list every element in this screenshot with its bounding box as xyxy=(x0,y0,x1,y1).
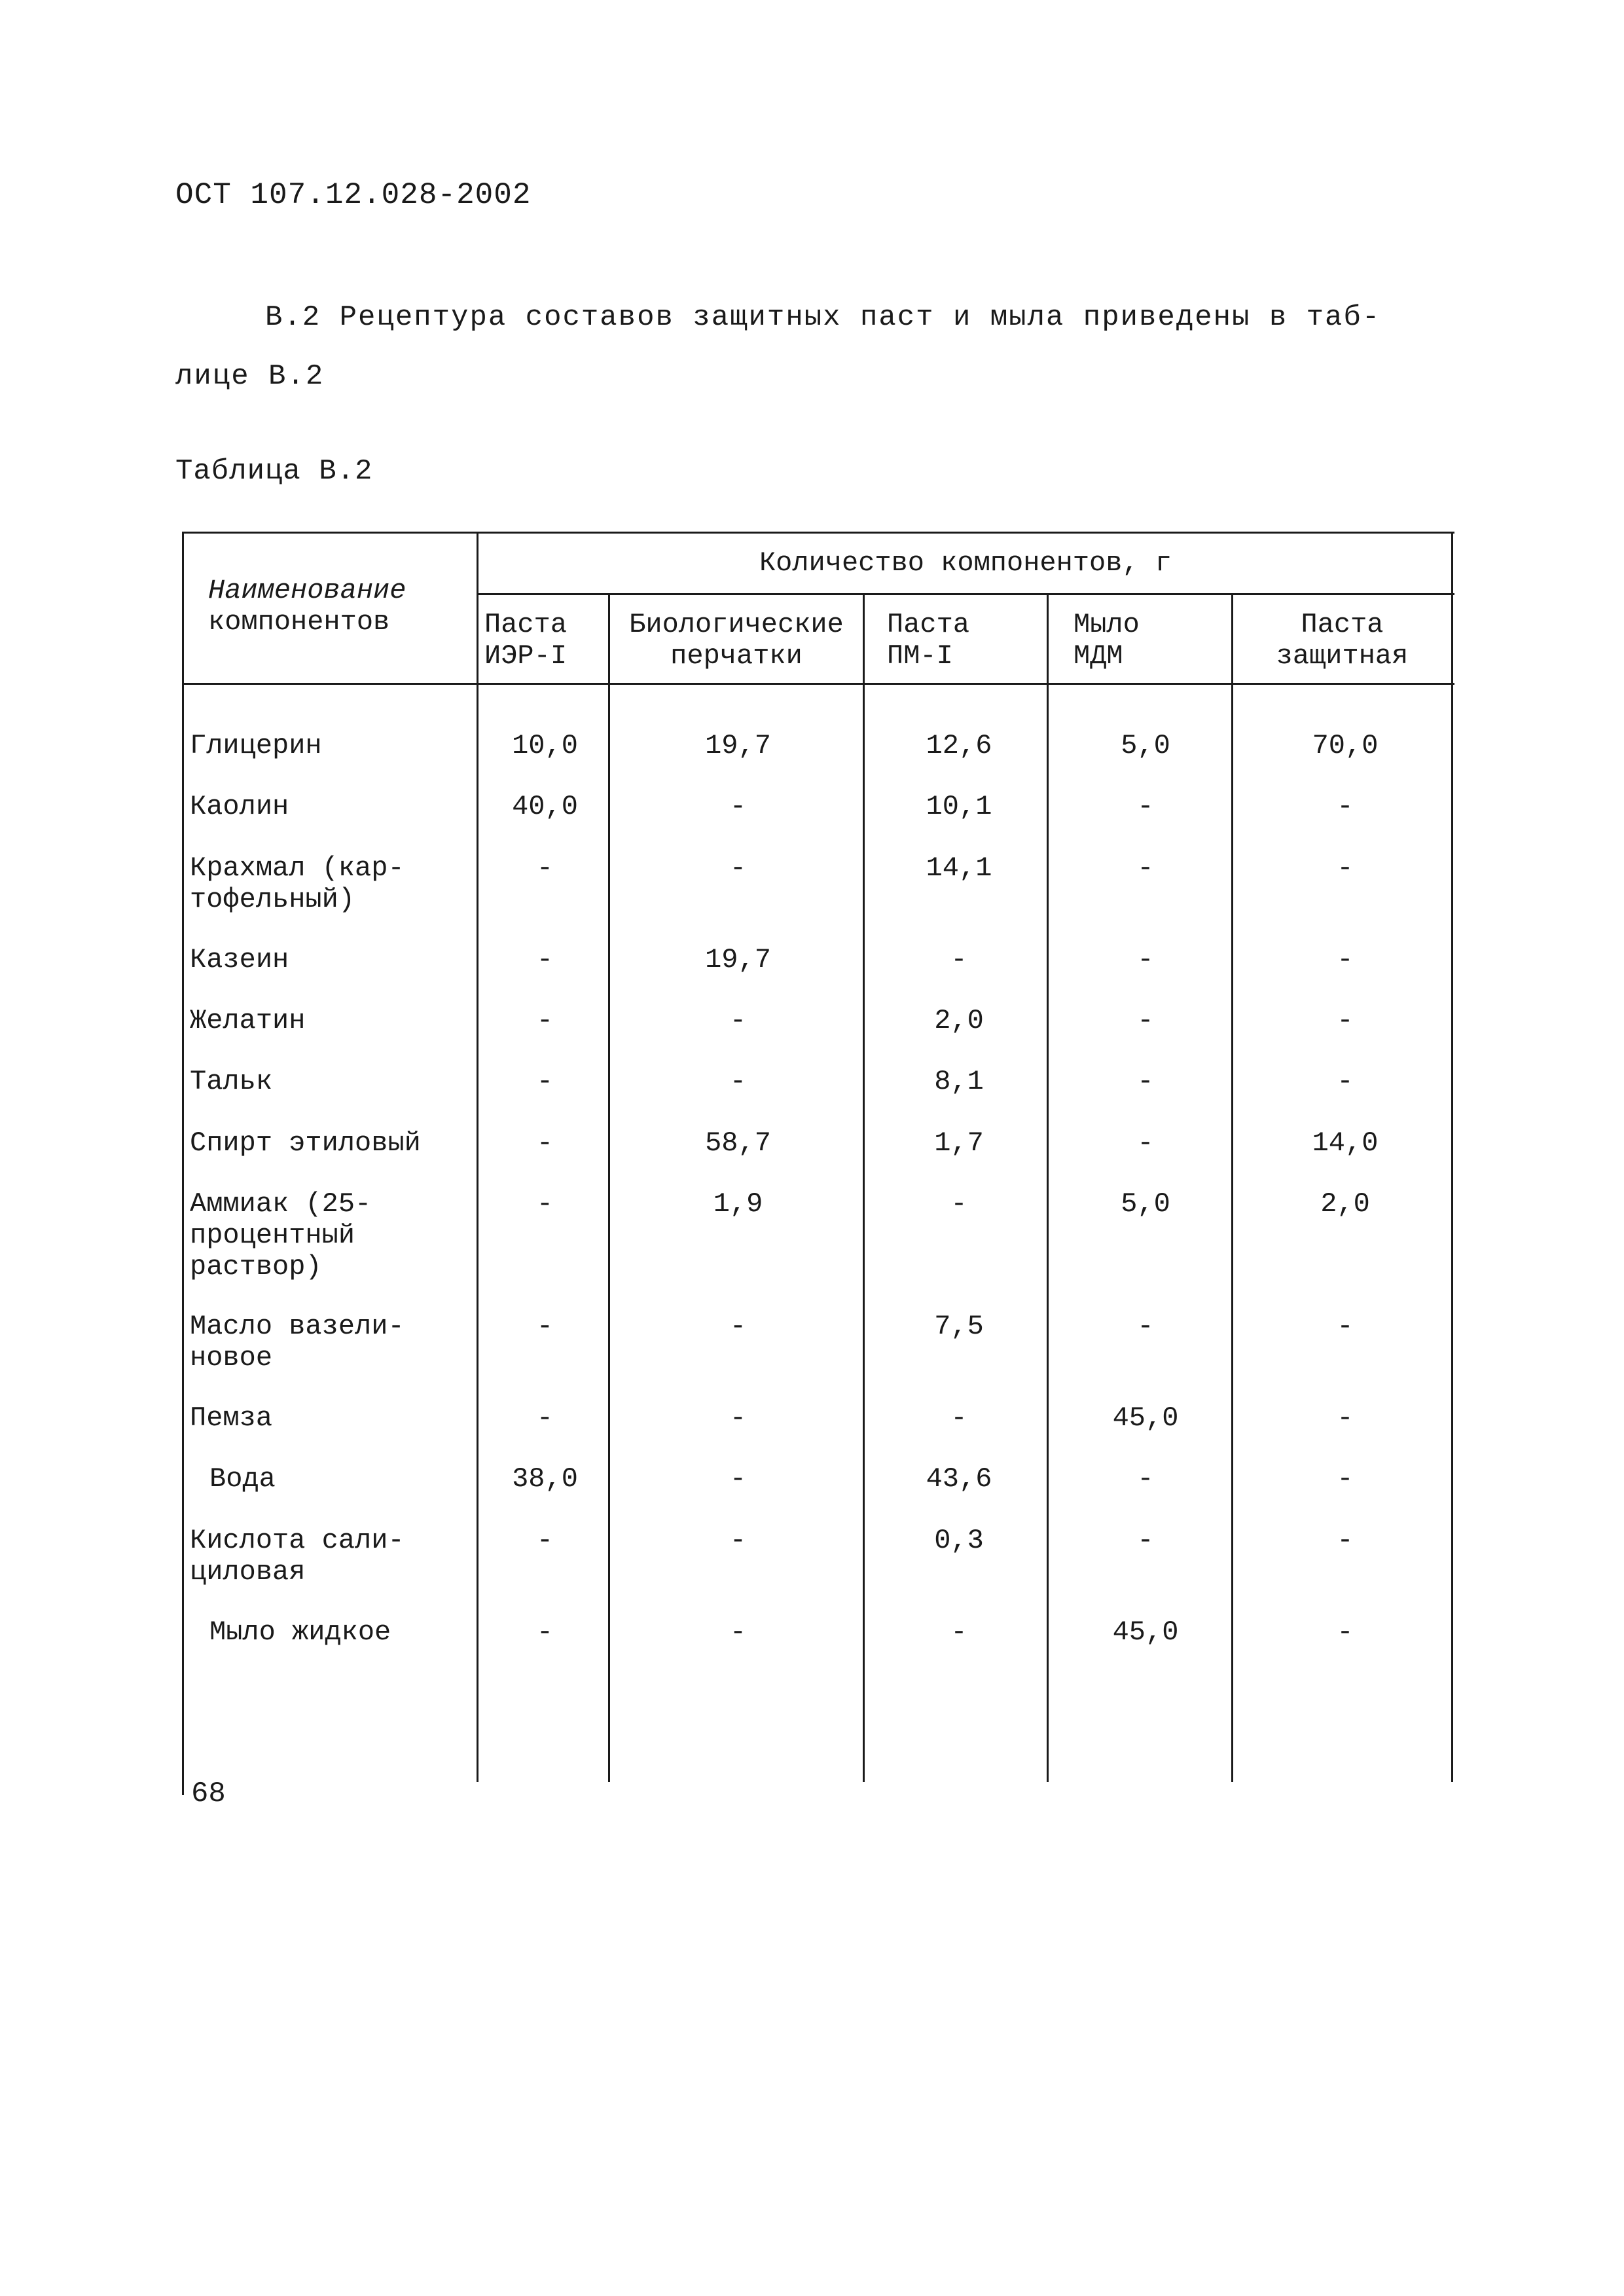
row-value: - xyxy=(536,1066,554,1097)
row-value: - xyxy=(1137,1525,1154,1556)
col-divider-3 xyxy=(863,593,865,1782)
row-value: - xyxy=(536,852,554,884)
table-top-border xyxy=(182,532,1454,534)
row-value: - xyxy=(729,1005,747,1036)
header-col-2-line2: перчатки xyxy=(670,640,803,672)
col-divider-1 xyxy=(477,532,478,1782)
row-name: Вода xyxy=(209,1463,276,1495)
row-value: 40,0 xyxy=(512,791,578,822)
header-col-2-line1: Биологические xyxy=(629,609,844,640)
row-value: - xyxy=(536,1005,554,1036)
row-value: - xyxy=(729,1463,747,1495)
header-col-1-line2: ИЭР-I xyxy=(484,640,568,672)
row-value: 14,1 xyxy=(926,852,992,884)
row-value: - xyxy=(536,1525,554,1556)
row-value: 45,0 xyxy=(1112,1402,1179,1434)
row-value: - xyxy=(1337,791,1354,822)
row-value: - xyxy=(950,1402,967,1434)
row-value: - xyxy=(536,1402,554,1434)
page-number: 68 xyxy=(191,1777,226,1810)
row-value: - xyxy=(1337,1311,1354,1342)
row-value: - xyxy=(950,944,967,975)
row-value: 19,7 xyxy=(705,944,771,975)
paragraph-line-1: В.2 Рецептура составов защитных паст и мыла приведены в таб- xyxy=(265,301,1381,334)
header-col-1-line1: Паста xyxy=(484,609,568,640)
row-value: 10,0 xyxy=(512,730,578,761)
header-bottom-border xyxy=(182,683,1454,685)
row-value: - xyxy=(1137,1311,1154,1342)
row-value: - xyxy=(1337,1463,1354,1495)
row-value: - xyxy=(536,944,554,975)
row-name: Аммиак (25- процентный раствор) xyxy=(190,1188,372,1283)
row-value: - xyxy=(1337,1616,1354,1648)
row-value: 14,0 xyxy=(1312,1127,1379,1159)
row-name: Кислота сали- циловая xyxy=(190,1525,405,1588)
header-group-title: Количество компонентов, г xyxy=(759,547,1172,579)
row-value: - xyxy=(950,1616,967,1648)
row-value: 1,9 xyxy=(713,1188,763,1220)
row-name: Мыло жидкое xyxy=(209,1616,391,1648)
row-value: - xyxy=(729,1402,747,1434)
row-value: 5,0 xyxy=(1121,730,1170,761)
group-header-divider xyxy=(477,593,1454,595)
document-code: ОСТ 107.12.028-2002 xyxy=(175,178,532,212)
row-value: - xyxy=(536,1616,554,1648)
row-value: 45,0 xyxy=(1112,1616,1179,1648)
row-value: 12,6 xyxy=(926,730,992,761)
row-value: 0,3 xyxy=(934,1525,984,1556)
col-divider-5 xyxy=(1231,593,1233,1782)
row-value: - xyxy=(950,1188,967,1220)
row-value: - xyxy=(1137,1066,1154,1097)
header-col-5-line1: Паста xyxy=(1301,609,1384,640)
row-value: - xyxy=(729,1525,747,1556)
header-col-3-line1: Паста xyxy=(887,609,970,640)
row-value: 5,0 xyxy=(1121,1188,1170,1220)
row-value: - xyxy=(1137,944,1154,975)
row-value: - xyxy=(1337,1066,1354,1097)
row-value: - xyxy=(536,1127,554,1159)
row-value: 43,6 xyxy=(926,1463,992,1495)
row-value: 8,1 xyxy=(934,1066,984,1097)
row-value: 38,0 xyxy=(512,1463,578,1495)
row-value: - xyxy=(1137,1127,1154,1159)
row-name: Масло вазели- новое xyxy=(190,1311,405,1374)
row-value: - xyxy=(1337,852,1354,884)
table-caption: Таблица В.2 xyxy=(175,455,373,488)
row-name: Глицерин xyxy=(190,730,322,761)
paragraph-line-2: лице В.2 xyxy=(175,360,325,393)
row-name: Пемза xyxy=(190,1402,273,1434)
row-value: - xyxy=(1137,1005,1154,1036)
row-value: 58,7 xyxy=(705,1127,771,1159)
row-value: 7,5 xyxy=(934,1311,984,1342)
header-name-italic: Наименование xyxy=(208,575,406,606)
row-value: - xyxy=(1337,944,1354,975)
row-value: 2,0 xyxy=(934,1005,984,1036)
row-value: 19,7 xyxy=(705,730,771,761)
row-value: - xyxy=(1137,791,1154,822)
row-value: 1,7 xyxy=(934,1127,984,1159)
row-name: Спирт этиловый xyxy=(190,1127,421,1159)
header-col-5-line2: защитная xyxy=(1276,640,1409,672)
row-value: - xyxy=(729,1066,747,1097)
header-col-3-line2: ПМ-I xyxy=(887,640,953,672)
table-right-border xyxy=(1451,532,1453,1782)
row-value: - xyxy=(729,791,747,822)
row-value: - xyxy=(1137,1463,1154,1495)
row-value: - xyxy=(729,852,747,884)
row-value: - xyxy=(536,1188,554,1220)
row-value: - xyxy=(1137,852,1154,884)
row-value: - xyxy=(1337,1005,1354,1036)
row-value: - xyxy=(1337,1402,1354,1434)
row-value: 2,0 xyxy=(1320,1188,1370,1220)
row-name: Крахмал (кар- тофельный) xyxy=(190,852,405,915)
row-value: - xyxy=(536,1311,554,1342)
row-value: 10,1 xyxy=(926,791,992,822)
row-name: Тальк xyxy=(190,1066,273,1097)
header-col-4-line2: МДМ xyxy=(1074,640,1123,672)
row-value: 70,0 xyxy=(1312,730,1379,761)
row-value: - xyxy=(729,1616,747,1648)
row-name: Каолин xyxy=(190,791,289,822)
row-name: Казеин xyxy=(190,944,289,975)
row-value: - xyxy=(1337,1525,1354,1556)
header-col-4-line1: Мыло xyxy=(1074,609,1140,640)
row-name: Желатин xyxy=(190,1005,306,1036)
header-name-plain: компонентов xyxy=(208,606,390,638)
col-divider-4 xyxy=(1047,593,1049,1782)
row-value: - xyxy=(729,1311,747,1342)
table-left-border xyxy=(182,532,184,1795)
col-divider-2 xyxy=(608,593,610,1782)
